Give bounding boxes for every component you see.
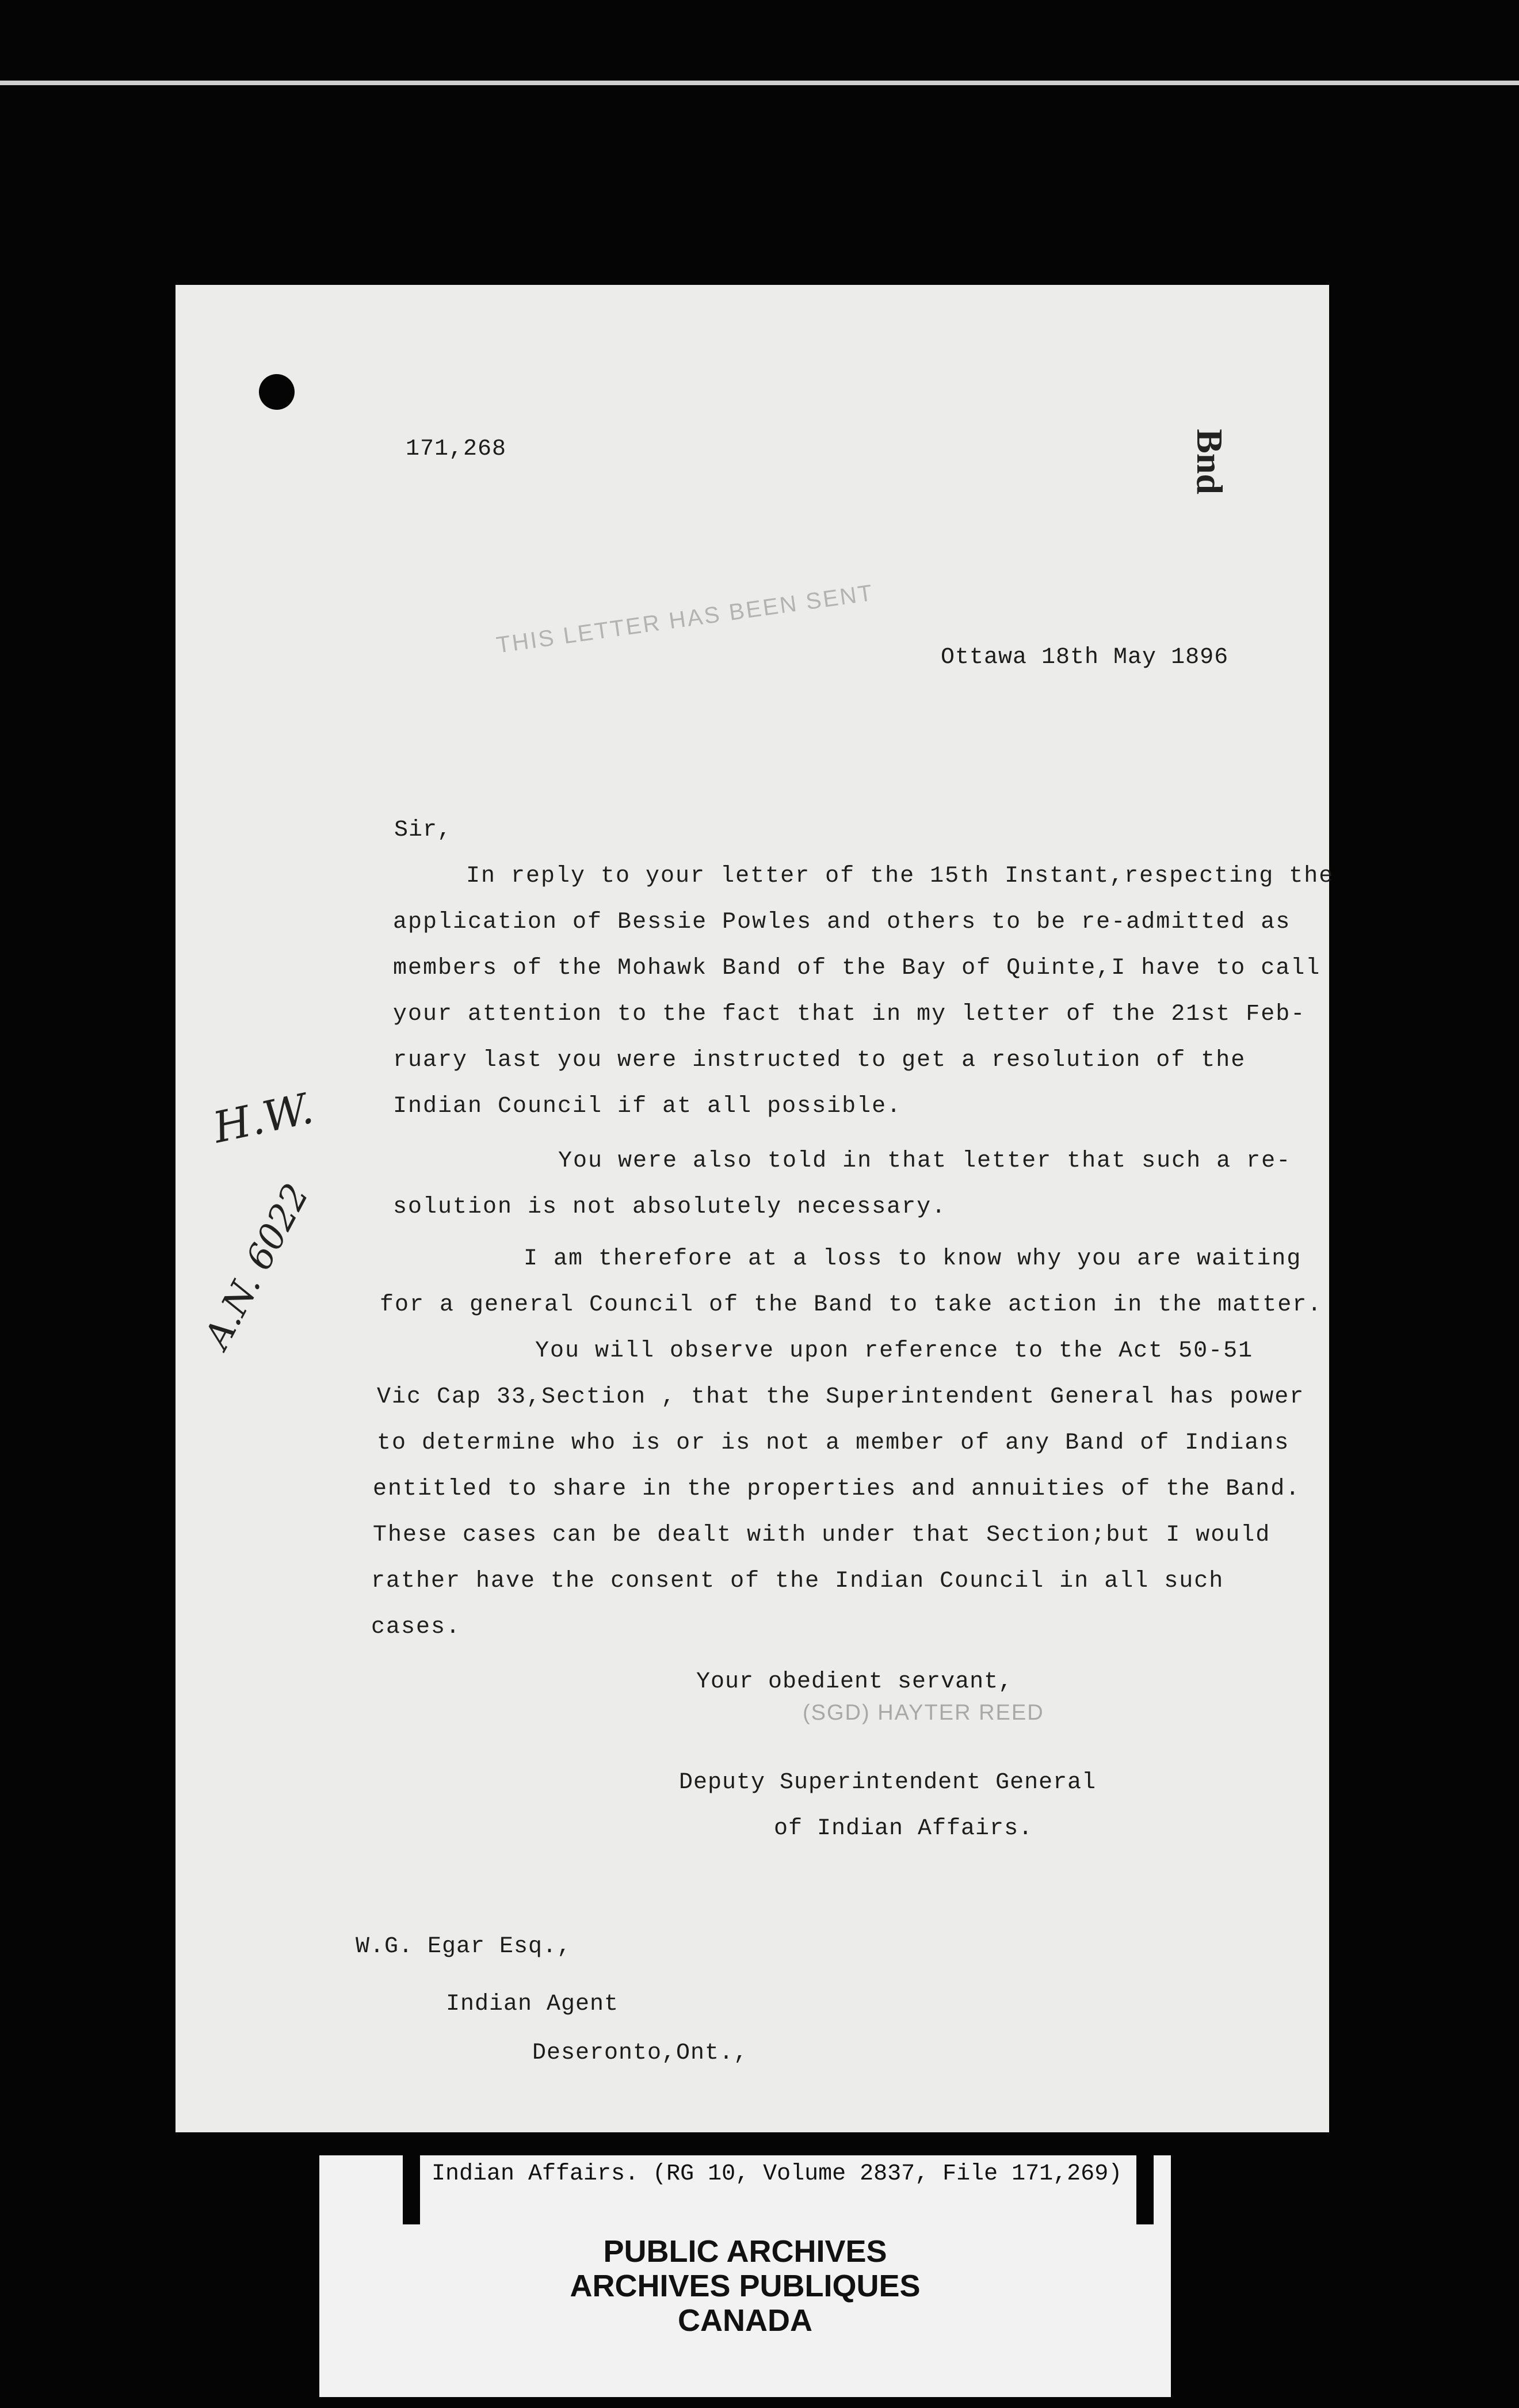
body-line: These cases can be dealt with under that Section;but I would xyxy=(373,1522,1271,1548)
body-line: You were also told in that letter that such a re- xyxy=(558,1148,1292,1174)
body-line: your attention to the fact that in my letter of the 21st Feb- xyxy=(393,1001,1306,1027)
signer-title: of Indian Affairs. xyxy=(774,1816,1033,1842)
body-line: Indian Council if at all possible. xyxy=(393,1093,902,1119)
salutation: Sir, xyxy=(394,817,452,843)
body-line: entitled to share in the properties and annuities of the Band. xyxy=(373,1476,1301,1502)
marginalia-initials: H.W. xyxy=(208,1083,318,1153)
signer-title: Deputy Superintendent General xyxy=(679,1770,1097,1796)
body-line: for a general Council of the Band to take action in the matter. xyxy=(380,1292,1323,1318)
archive-name-en: PUBLIC ARCHIVES xyxy=(603,2234,887,2269)
archive-reference: Indian Affairs. (RG 10, Volume 2837, File 171,269) xyxy=(432,2161,1123,2187)
body-line: You will observe upon reference to the Act 50-51 xyxy=(535,1338,1254,1364)
marginalia-note: A.N. 6022 xyxy=(196,1176,317,1355)
body-line: ruary last you were instructed to get a resolution of the xyxy=(393,1047,1246,1073)
body-line: members of the Mohawk Band of the Bay of Quinte,I have to call xyxy=(393,955,1321,981)
addressee-title: Indian Agent xyxy=(446,1991,619,2017)
body-line: application of Bessie Powles and others to be re-admitted as xyxy=(393,909,1291,935)
body-line: solution is not absolutely necessary. xyxy=(393,1194,947,1220)
label-notch xyxy=(403,2138,420,2224)
place-date: Ottawa 18th May 1896 xyxy=(941,645,1229,670)
signature-stamp: (SGD) HAYTER REED xyxy=(803,1701,1044,1725)
archive-name-fr: ARCHIVES PUBLIQUES xyxy=(570,2269,921,2303)
addressee-place: Deseronto,Ont., xyxy=(532,2040,749,2066)
body-line: to determine who is or is not a member of any Band of Indians xyxy=(377,1430,1290,1456)
archive-country: CANADA xyxy=(678,2303,812,2338)
body-line: cases. xyxy=(371,1614,461,1640)
body-line: rather have the consent of the Indian Council in all such xyxy=(371,1568,1224,1594)
corner-stamp: Bnd xyxy=(1189,429,1230,494)
film-edge-strip xyxy=(0,81,1519,85)
body-line: In reply to your letter of the 15th Instant,respecting the xyxy=(466,863,1334,889)
addressee-name: W.G. Egar Esq., xyxy=(356,1934,572,1960)
body-line: I am therefore at a loss to know why you are waiting xyxy=(524,1246,1302,1272)
file-number: 171,268 xyxy=(406,436,507,462)
closing: Your obedient servant, xyxy=(696,1669,1013,1695)
body-line: Vic Cap 33,Section , that the Superintendent General has power xyxy=(377,1384,1305,1410)
label-notch xyxy=(1136,2138,1154,2224)
sent-stamp: THIS LETTER HAS BEEN SENT xyxy=(495,580,876,658)
